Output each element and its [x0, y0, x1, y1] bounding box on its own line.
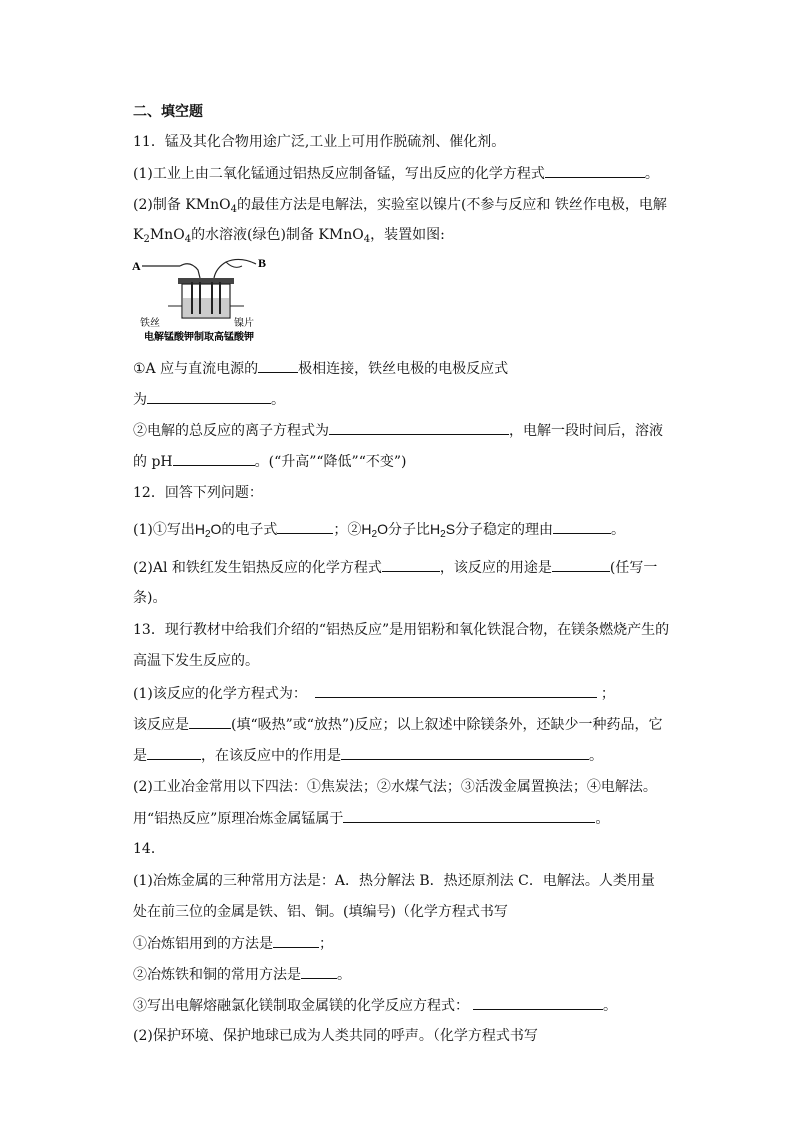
answer-blank[interactable] [277, 520, 333, 534]
formula-h2o: $H_2O$ [361, 521, 388, 540]
q11-sub2-line1 [133, 421, 663, 440]
answer-blank[interactable] [329, 421, 509, 435]
label-b: B [258, 256, 267, 270]
q11-part2-line2 [133, 226, 445, 244]
q13-part1-line2 [133, 715, 663, 734]
q11-stem: 11．锰及其化合物用途广泛,工业上可用作脱硫剂、催化剂。 [133, 134, 506, 150]
text: 是 [133, 748, 147, 764]
label-iron-wire: 铁丝 [140, 318, 160, 329]
text: 。(“升高”“降低”“不变”) [254, 454, 407, 470]
text: 的电子式 [221, 522, 278, 538]
answer-blank[interactable] [545, 164, 645, 178]
q12-part1 [133, 520, 625, 539]
text: (2)Al 和铁红发生铝热反应的化学方程式 [133, 560, 382, 576]
q11-part1-text: (1)工业上由二氧化锰通过铝热反应制备锰，写出反应的化学方程式 [133, 166, 545, 182]
q13-part2-line2 [133, 809, 609, 828]
answer-blank[interactable] [341, 746, 589, 760]
q13-part2-line1: (2)工业冶金常用以下四法：①焦炭法；②水煤气法；③活泼金属置换法；④电解法。 [133, 779, 657, 795]
text: ； [319, 936, 333, 952]
text: (1)①写出 [133, 522, 195, 538]
text: ①冶炼铝用到的方法是 [133, 936, 273, 952]
answer-blank[interactable] [147, 390, 271, 404]
subscript: 4 [230, 204, 237, 215]
wire-a-bend [180, 264, 200, 278]
answer-blank[interactable] [315, 684, 597, 698]
q14-part2: (2)保护环境、保护地球已成为人类共同的呼声。（化学方程式书写 [133, 1028, 538, 1044]
solution [183, 298, 229, 317]
text: ，装置如图: [370, 227, 445, 243]
answer-blank[interactable] [553, 520, 611, 534]
label-nickel-plate: 镍片 [234, 318, 254, 329]
wire-b-loop [226, 262, 242, 267]
q13-stem-line2: 高温下发生反应的。 [133, 653, 259, 669]
text: (任写一 [609, 560, 658, 576]
q11-sub2-line2 [133, 452, 407, 471]
text: 该反应是 [133, 717, 189, 733]
subscript: 4 [184, 234, 192, 245]
answer-blank[interactable] [258, 359, 298, 373]
q12-stem: 12．回答下列问题： [133, 485, 263, 501]
q11-part1-end: 。 [644, 166, 659, 182]
formula-h2o: $H_2O$ [194, 521, 222, 540]
label-a: A [132, 259, 141, 273]
q14-sub3 [133, 996, 617, 1015]
text: ；② [333, 522, 362, 538]
electrolysis-apparatus-figure [130, 256, 280, 344]
text: 。 [271, 392, 285, 408]
q13-stem-line1: 13．现行教材中给我们介绍的“铝热反应”是用铝粉和氧化铁混合物，在镁条燃烧产生的 [133, 622, 670, 638]
text: (1)该反应的化学方程式为： [133, 686, 307, 702]
text: ，在该反应中的作用是 [201, 748, 341, 764]
wire-b [214, 259, 256, 278]
text: K [133, 227, 144, 243]
answer-blank[interactable] [343, 809, 595, 823]
subscript: 4 [363, 234, 371, 245]
answer-blank[interactable] [301, 965, 337, 979]
text: 用“铝热反应”原理冶炼金属锰属于 [133, 811, 344, 827]
text: ②电解的总反应的离子方程式为 [133, 423, 329, 439]
text: MnO [149, 227, 185, 243]
text: ； [600, 686, 615, 702]
lid [178, 278, 234, 284]
answer-blank[interactable] [173, 452, 255, 466]
text: 。 [589, 748, 603, 764]
text: ②冶炼铁和铜的常用方法是 [133, 967, 301, 983]
text: 的水溶液(绿色)制备 KMnO [191, 227, 364, 243]
text: 极相连接，铁丝电极的电极反应式 [298, 361, 509, 377]
answer-blank[interactable] [382, 558, 440, 572]
q11-sub1-line2 [133, 390, 285, 409]
q11-part1 [133, 164, 659, 183]
q13-part1-line3 [133, 746, 603, 765]
text: 。 [603, 998, 617, 1014]
answer-blank[interactable] [473, 996, 603, 1010]
answer-blank[interactable] [273, 934, 319, 948]
q14-sub2 [133, 965, 351, 984]
text: 。 [611, 522, 626, 538]
text: 。 [595, 811, 610, 827]
section-title: 二、填空题 [133, 104, 203, 120]
q11-sub1-line1 [133, 359, 508, 378]
text: (填“吸热”或“放热”)反应；以上叙述中除镁条外，还缺少一种药品，它 [231, 717, 663, 733]
text: 分子稳定的理由 [455, 522, 554, 538]
text: (2)制备 KMnO [133, 197, 231, 213]
subscript: 2 [143, 234, 150, 245]
text: 的最佳方法是电解法，实验室以镍片(不参与反应和 铁丝作电极，电解 [236, 197, 667, 213]
text: 。 [337, 967, 351, 983]
text: 分子比 [388, 522, 430, 538]
q13-part1-line1 [133, 684, 615, 703]
text: 的 pH [133, 454, 173, 470]
q14-part1-line2: 处在前三位的金属是铁、铝、铜。(填编号)（化学方程式书写 [133, 904, 508, 920]
text: ，电解一段时间后，溶液 [509, 423, 663, 439]
q11-part2-line1 [133, 196, 667, 214]
q14-part1-line1: (1)冶炼金属的三种常用方法是：A．热分解法 B．热还原剂法 C．电解法。人类用量 [133, 873, 655, 889]
q14-sub1 [133, 934, 333, 953]
text: ③写出电解熔融氯化镁制取金属镁的化学反应方程式： [133, 998, 469, 1014]
answer-blank[interactable] [147, 746, 201, 760]
text: ，该反应的用途是 [439, 560, 552, 576]
answer-blank[interactable] [552, 558, 610, 572]
formula-h2s: $H_2S$ [430, 521, 456, 540]
q12-part2-line2: 条)。 [133, 590, 167, 606]
text: 为 [133, 392, 147, 408]
answer-blank[interactable] [189, 715, 231, 729]
figure-caption: 电解锰酸钾制取高锰酸钾 [144, 332, 254, 343]
q14-stem: 14． [133, 841, 165, 857]
text: ①A 应与直流电源的 [133, 361, 259, 377]
q12-part2-line1 [133, 558, 657, 577]
